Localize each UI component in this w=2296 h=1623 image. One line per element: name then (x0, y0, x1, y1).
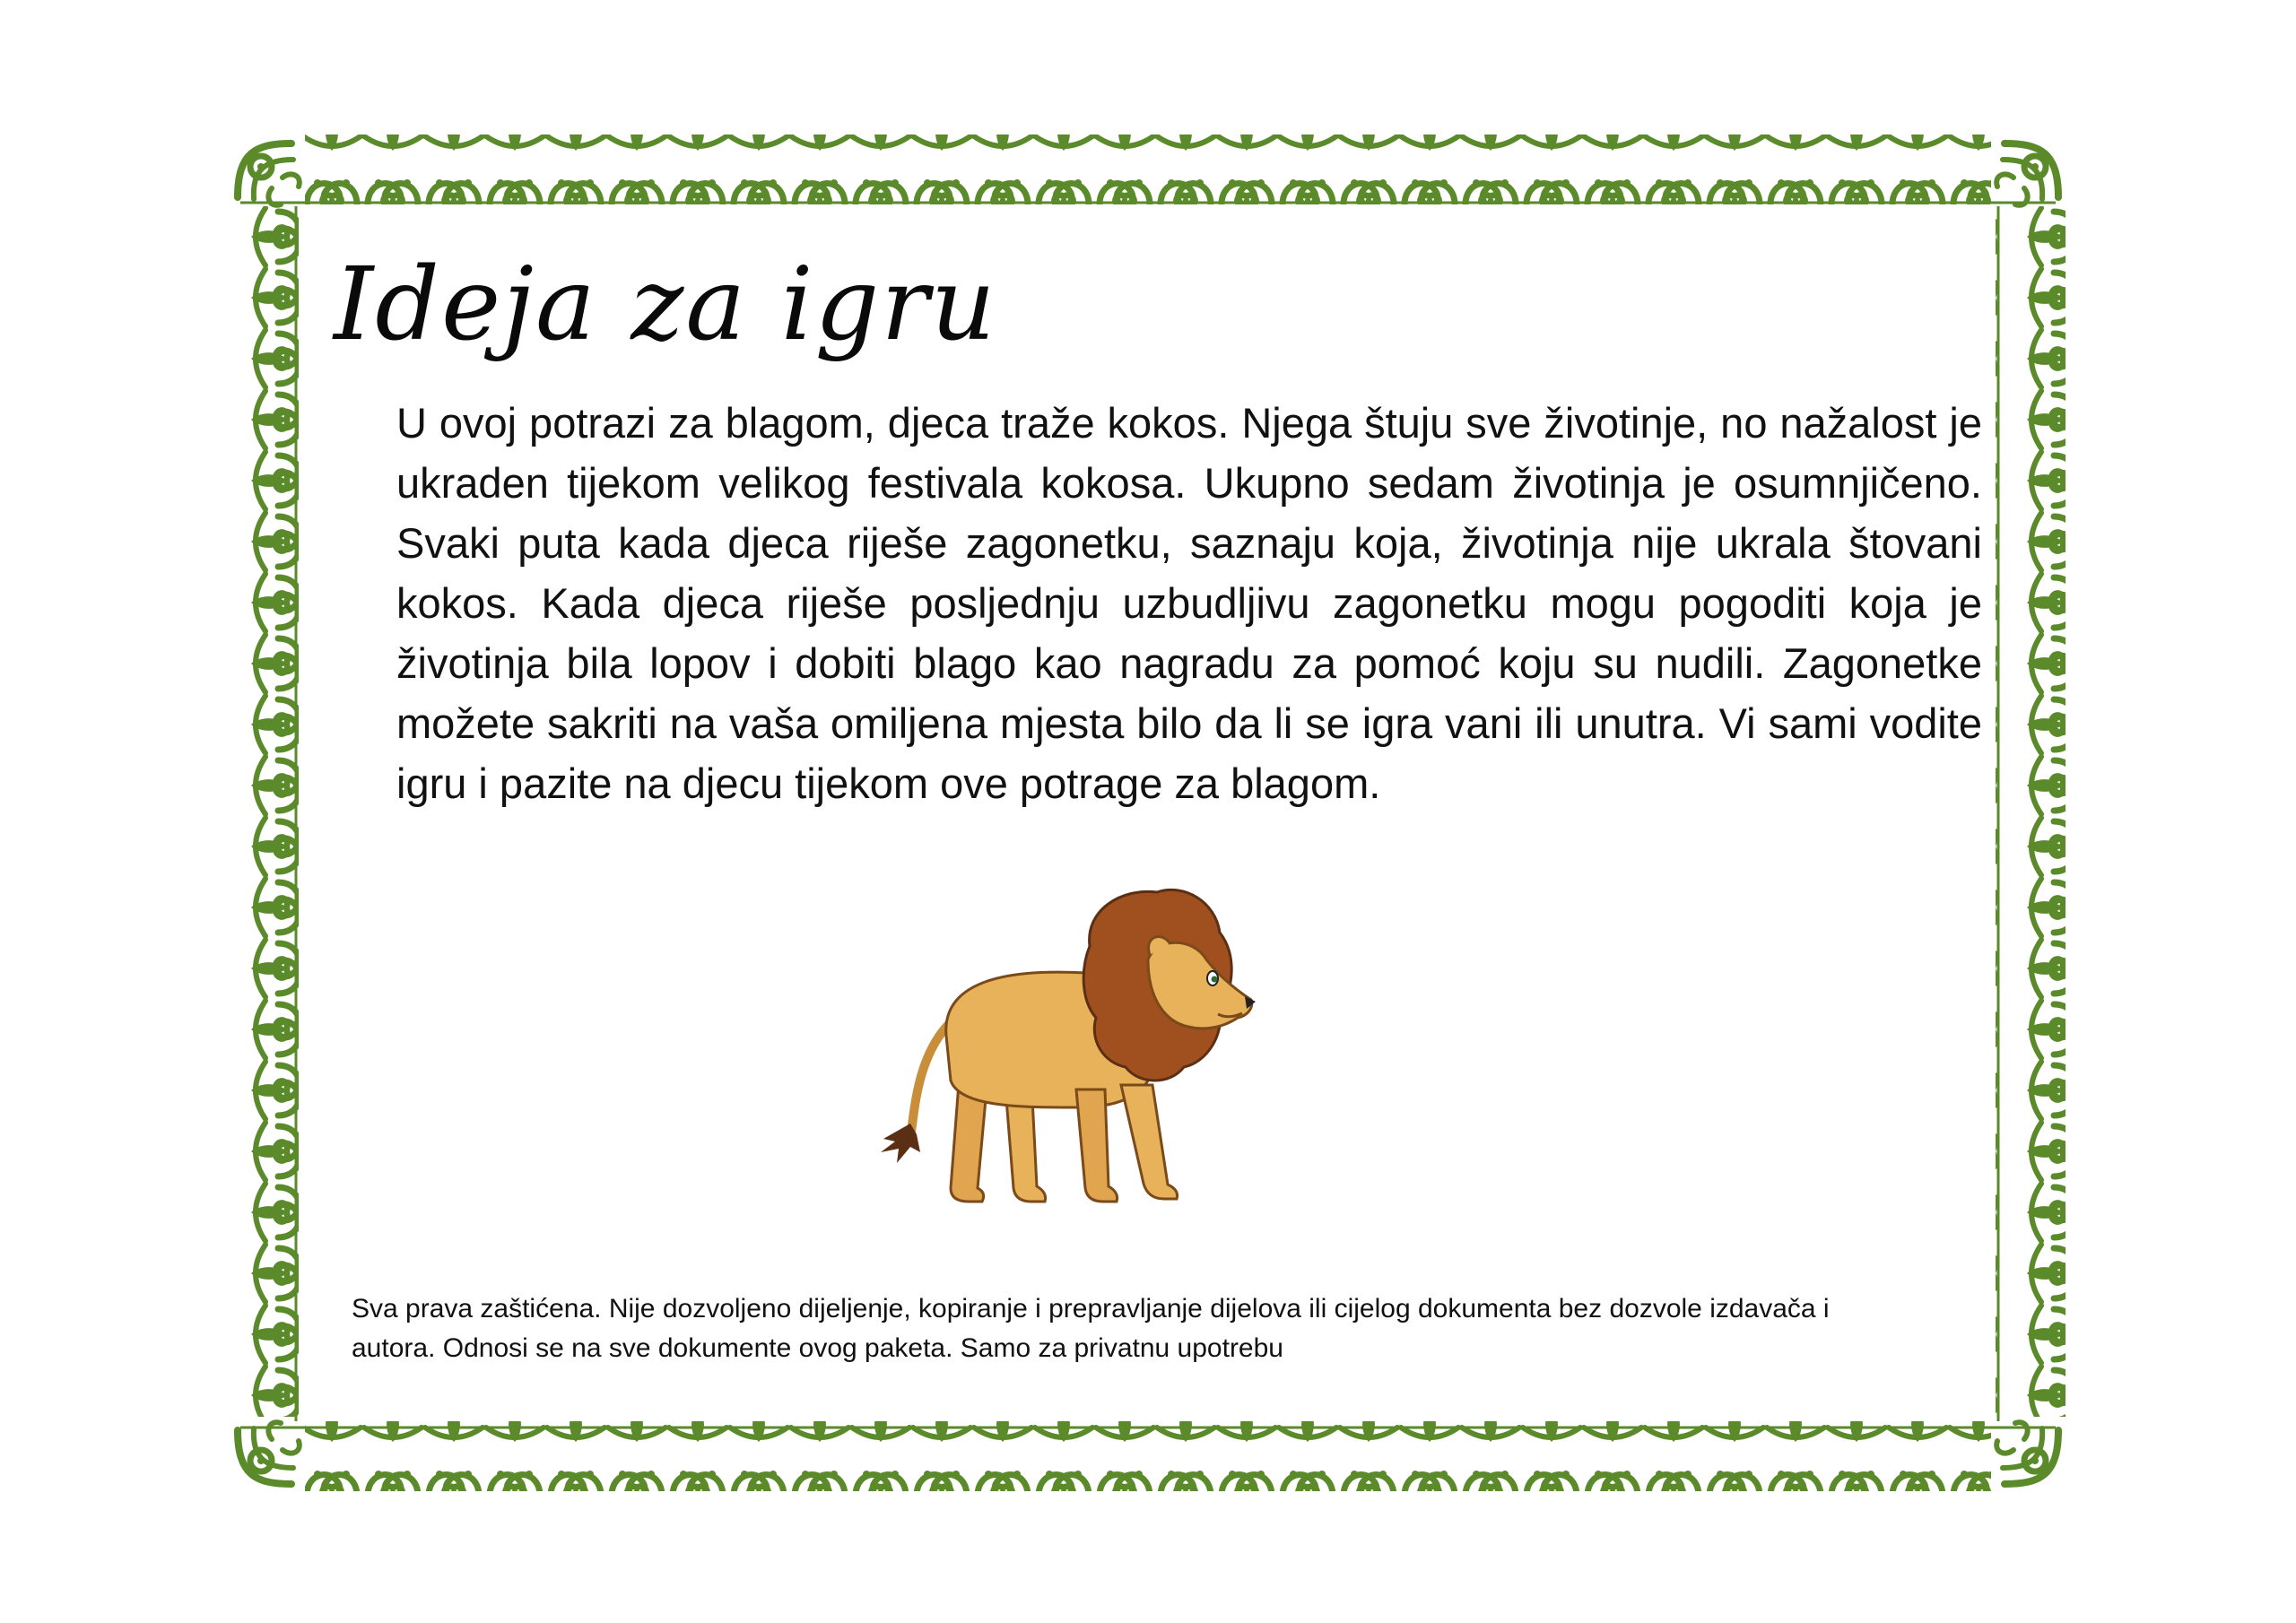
game-description: U ovoj potrazi za blagom, djeca traže kokos. Njega štuju sve životinje, no nažalost je ukraden tijekom velikog festivala kokosa. Ukupno sedam životinja je osumnjičeno. Svaki puta kada djeca riješe zagonetku, saznaju koja, životinja nije ukrala štovani kokos. Kada djeca riješe posljednju uzbudljivu zagonetku mogu pogoditi koja je životinja bila lopov i dobiti blago kao nagradu za pomoć koju su nudili. Zagonetke možete sakriti na vaša omiljena mjesta bilo da li se igra vani ili unutra. Vi sami vodite igru i pazite na djecu tijekom ove potrage za blagom. (396, 399, 1982, 807)
lion-illustration (861, 883, 1309, 1242)
copyright-notice: Sva prava zaštićena. Nije dozvoljeno dijeljenje, kopiranje i prepravljanje dijelova ili cijelog dokumenta bez dozvole izdavača i autora. Odnosi se na sve dokumente ovog paketa. Samo za privatnu upotrebu (352, 1294, 1830, 1363)
page-title: Ideja za igru (334, 247, 997, 363)
